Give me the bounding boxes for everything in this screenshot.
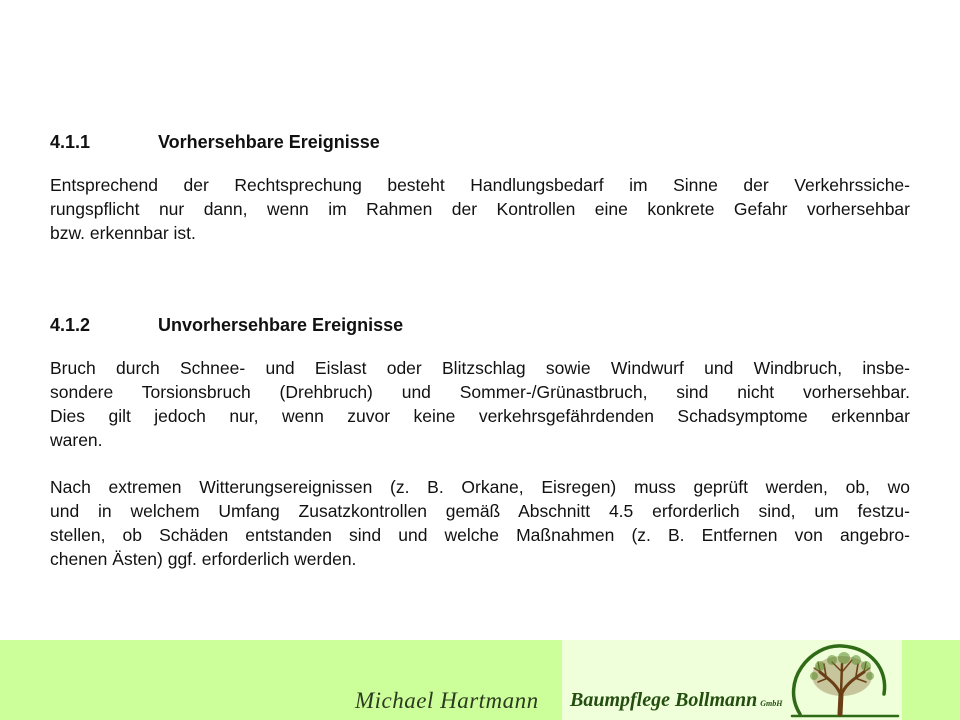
- paragraph: [50, 356, 910, 452]
- section-4-1-1: [50, 131, 910, 245]
- paragraph-line: stellen, ob Schäden entstanden sind und welche Maßnahmen (z. B. Entfernen von angebro-: [50, 525, 910, 545]
- paragraph-line: bzw. erkennbar ist.: [50, 223, 196, 243]
- tree-icon: [780, 642, 900, 720]
- section-number: 4.1.2: [50, 315, 91, 335]
- paragraph-line: chenen Ästen) ggf. erforderlich werden.: [50, 549, 357, 569]
- company-name-text: Baumpflege Bollmann: [570, 689, 758, 711]
- paragraph-line: Nach extremen Witterungsereignissen (z. B. Orkane, Eisregen) muss geprüft werden, ob, wo: [50, 477, 910, 497]
- section-heading: [50, 314, 910, 336]
- company-suffix: GmbH: [760, 699, 783, 708]
- section-title: Unvorhersehbare Ereignisse: [158, 315, 404, 335]
- company-name: [570, 689, 782, 712]
- paragraph-line: waren.: [50, 430, 103, 450]
- paragraph-line: Dies gilt jedoch nur, wenn zuvor keine verkehrsgefährdenden Schadsymptome erkennbar: [50, 406, 910, 426]
- section-number: 4.1.1: [50, 132, 91, 152]
- paragraph-line: Bruch durch Schnee- und Eislast oder Blitzschlag sowie Windwurf und Windbruch, insbe-: [50, 358, 910, 378]
- paragraph-line: und in welchem Umfang Zusatzkontrollen gemäß Abschnitt 4.5 erforderlich sind, um festzu-: [50, 501, 910, 521]
- section-heading: [50, 131, 910, 153]
- section-4-1-2: [50, 314, 910, 571]
- author-name: Michael Hartmann: [355, 688, 539, 713]
- paragraph-line: rungspflicht nur dann, wenn im Rahmen der Kontrollen eine konkrete Gefahr vorhersehbar: [50, 199, 910, 219]
- paragraph-line: sondere Torsionsbruch (Drehbruch) und Sommer-/Grünastbruch, sind nicht vorhersehbar.: [50, 382, 910, 402]
- footer-bar: [0, 640, 960, 720]
- section-title: Vorhersehbare Ereignisse: [158, 132, 380, 152]
- paragraph: [50, 173, 910, 245]
- company-logo: [562, 640, 902, 720]
- paragraph: [50, 475, 910, 571]
- paragraph-line: Entsprechend der Rechtsprechung besteht Handlungsbedarf im Sinne der Verkehrssiche-: [50, 175, 910, 195]
